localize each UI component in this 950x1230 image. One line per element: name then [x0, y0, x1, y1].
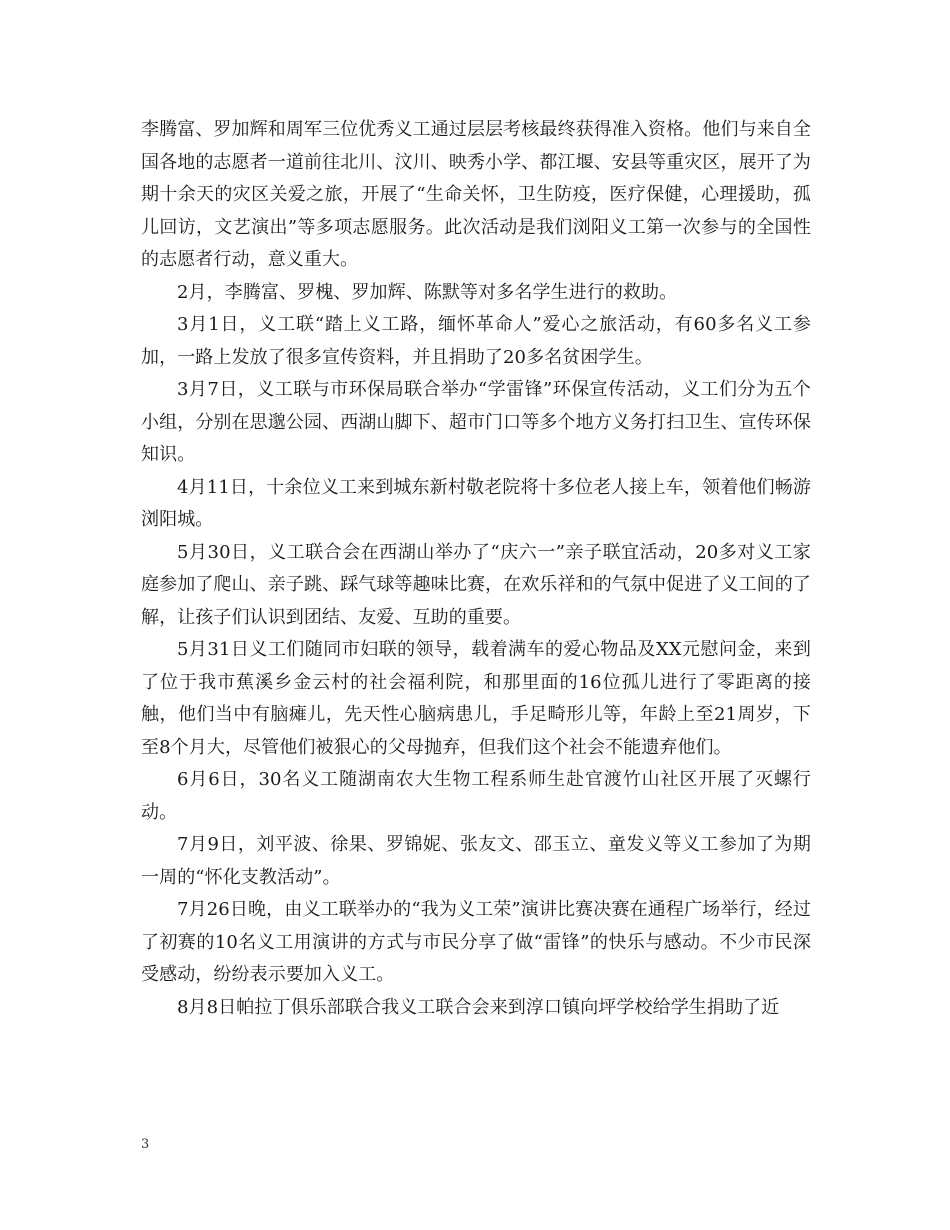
paragraph: 6月6日，30名义工随湖南农大生物工程系师生赴官渡竹山社区开展了灭螺行动。: [141, 769, 811, 823]
paragraph: 李腾富、罗加辉和周军三位优秀义工通过层层考核最终获得准入资格。他们与来自全国各地的志愿者一道前往北川、汶川、映秀小学、都江堰、安县等重灾区，展开了为期十余天的灾区关爱之旅，开展了“生命关怀，卫生防疫，医疗保健，心理援助，孤儿回访，文艺演出”等多项志愿服务。此次活动是我们浏阳义工第一次参与的全国性的志愿者行动，意义重大。: [141, 119, 811, 270]
paragraph: 3月7日，义工联与市环保局联合举办“学雷锋”环保宣传活动，义工们分为五个小组，分别在思邈公园、西湖山脚下、超市门口等多个地方义务打扫卫生、宣传环保知识。: [141, 379, 811, 465]
paragraph: 2月，李腾富、罗槐、罗加辉、陈默等对多名学生进行的救助。: [177, 281, 678, 303]
body-text: [141, 114, 811, 1024]
paragraph: 7月9日，刘平波、徐果、罗锦妮、张友文、邵玉立、童发义等义工参加了为期一周的“怀化支教活动”。: [141, 834, 811, 888]
paragraph: 5月31日义工们随同市妇联的领导，载着满车的爱心物品及XX元慰问金，来到了位于我市蕉溪乡金云村的社会福利院，和那里面的16位孤儿进行了零距离的接触，他们当中有脑瘫儿，先天性心脑病患儿，手足畸形儿等，年龄上至21周岁，下至8个月大，尽管他们被狠心的父母抛弃，但我们这个社会不能遗弃他们。: [141, 639, 811, 758]
paragraph: 3月1日，义工联“踏上义工路，缅怀革命人”爱心之旅活动，有60多名义工参加，一路上发放了很多宣传资料，并且捐助了20多名贫困学生。: [141, 314, 811, 368]
page-number: 3: [141, 1137, 150, 1152]
paragraph: 5月30日，义工联合会在西湖山举办了“庆六一”亲子联宜活动，20多对义工家庭参加了爬山、亲子跳、踩气球等趣味比赛，在欢乐祥和的气氛中促进了义工间的了解，让孩子们认识到团结、友爱、互助的重要。: [141, 541, 811, 628]
paragraph: 7月26日晚，由义工联举办的“我为义工荣”演讲比赛决赛在通程广场举行，经过了初赛的10名义工用演讲的方式与市民分享了做“雷锋”的快乐与感动。不少市民深受感动，纷纷表示要加入义工。: [141, 899, 811, 985]
paragraph: 8月8日帕拉丁俱乐部联合我义工联合会来到淳口镇向坪学校给学生捐助了近: [177, 996, 780, 1018]
paragraph: 4月11日，十余位义工来到城东新村敬老院将十多位老人接上车，领着他们畅游浏阳城。: [141, 476, 811, 530]
